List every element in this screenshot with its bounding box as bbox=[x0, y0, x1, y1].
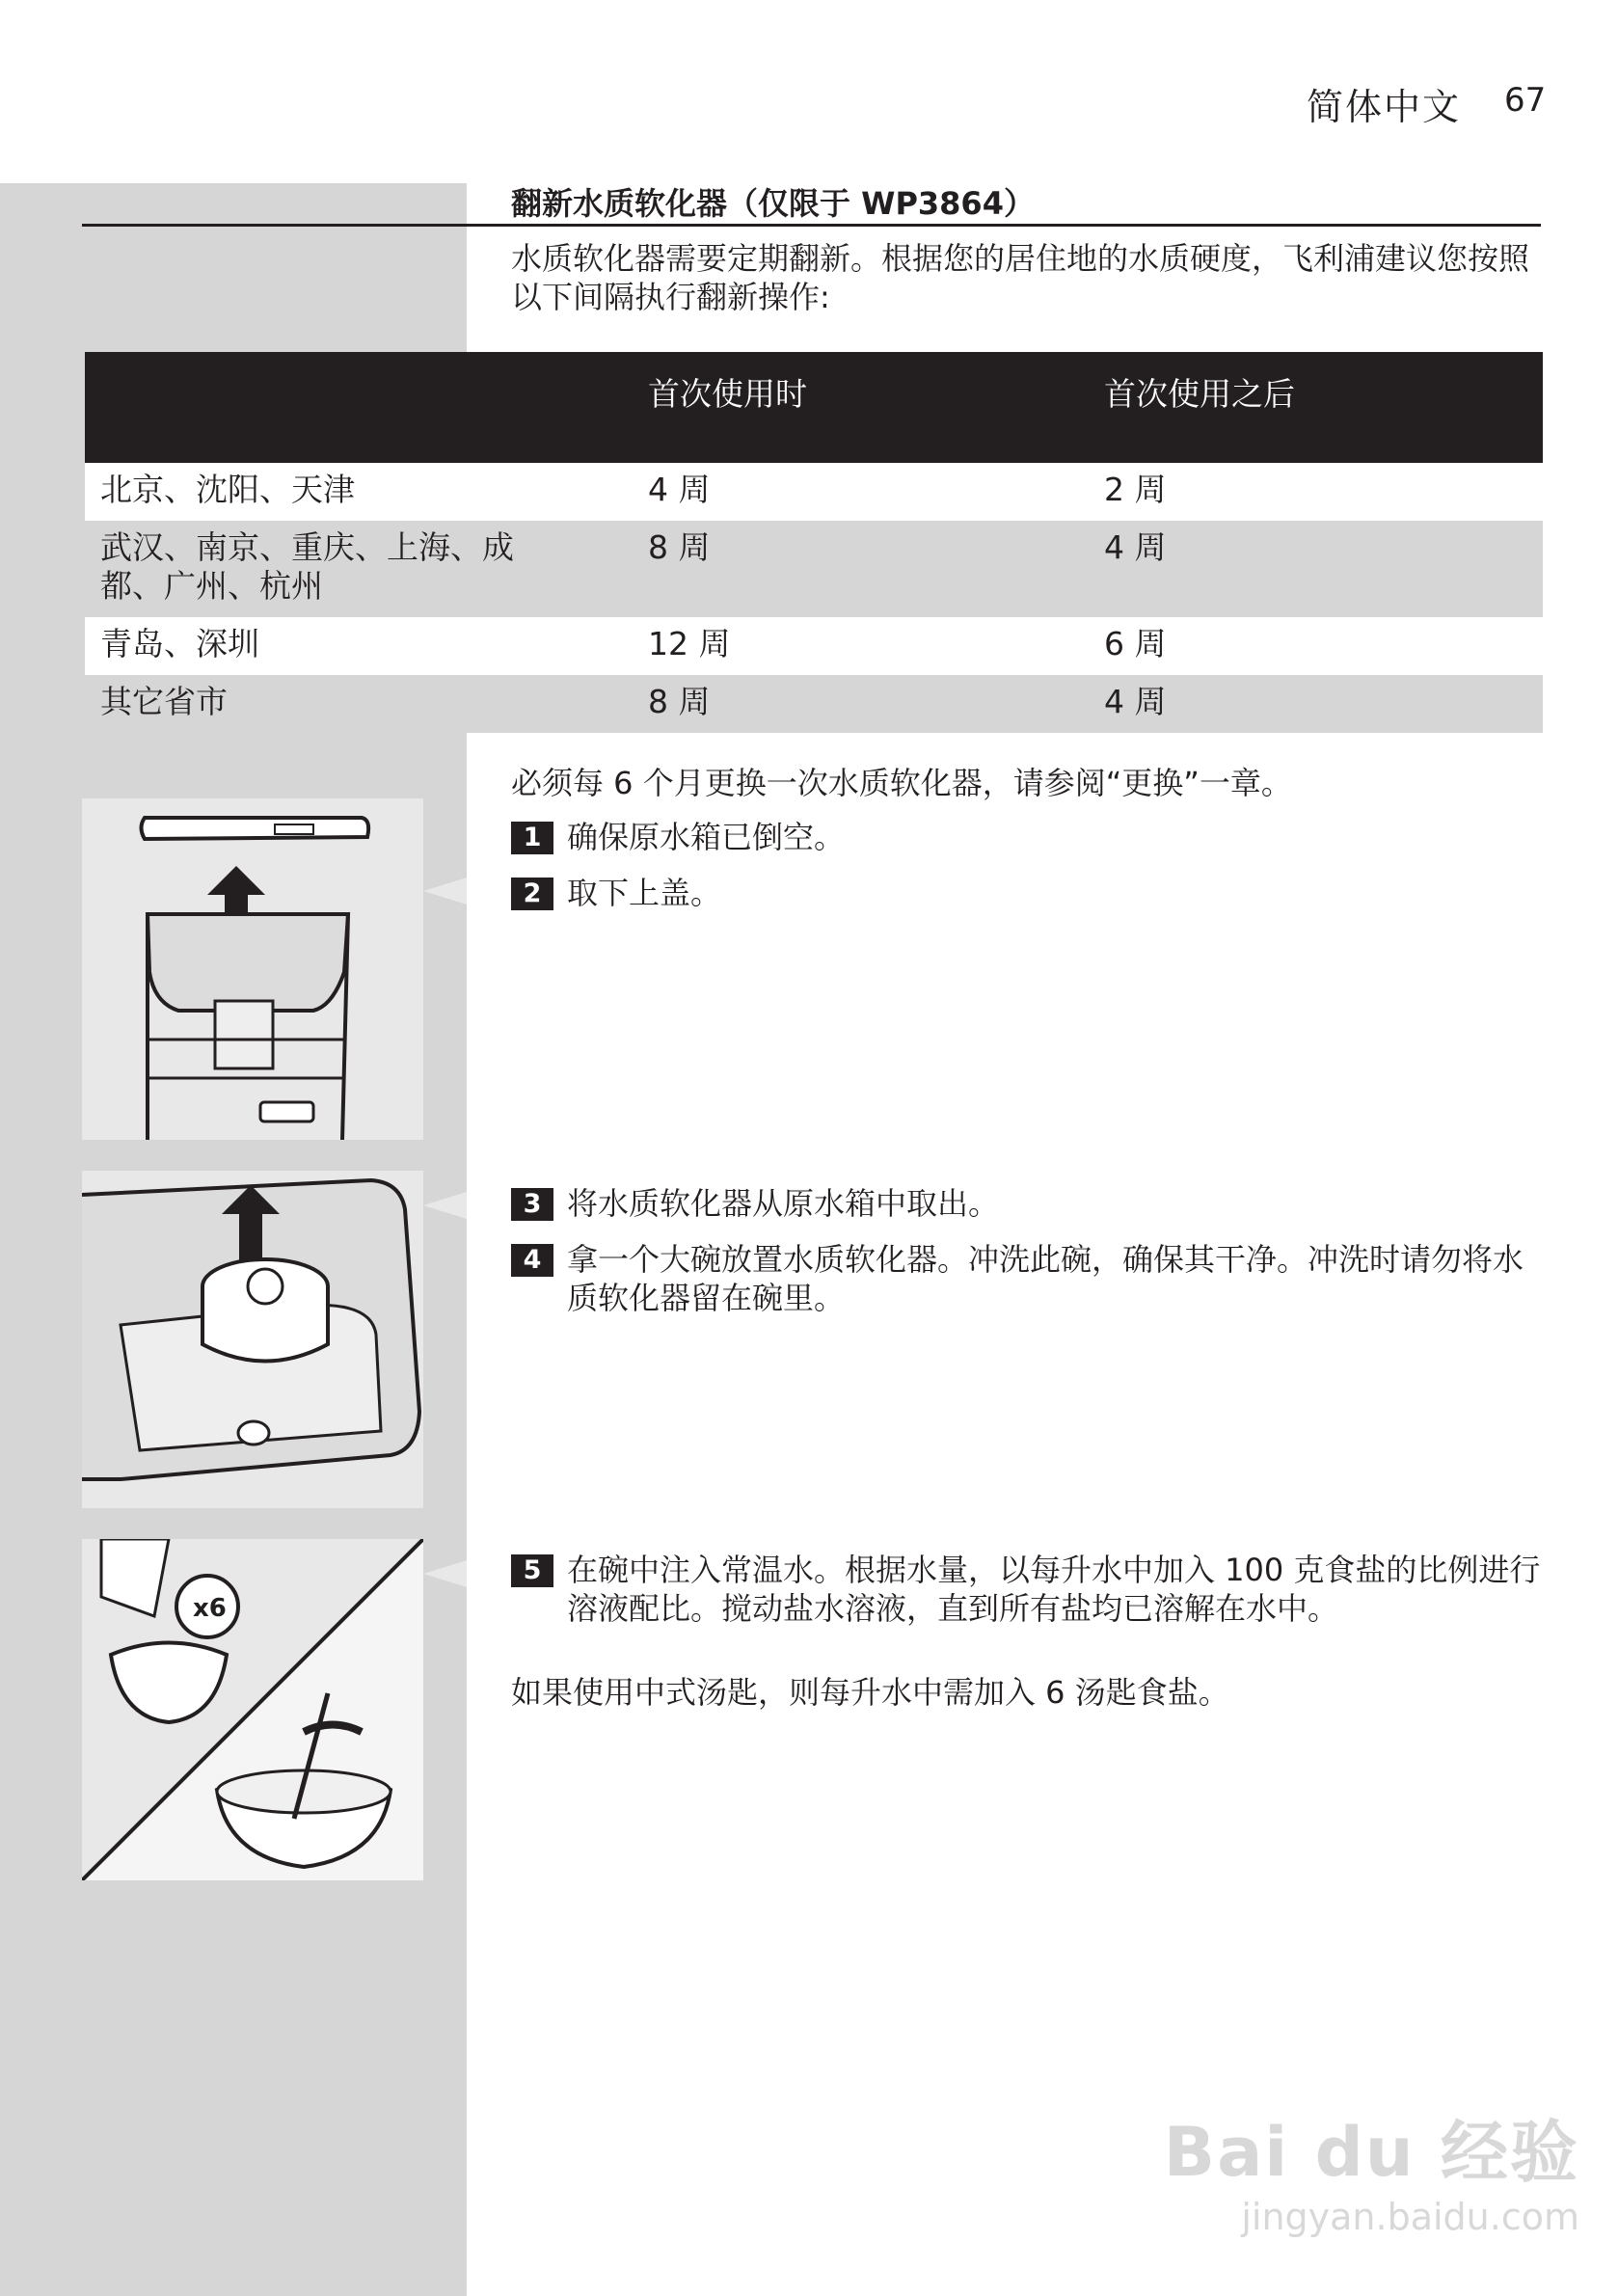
cell-after-first-use: 4 周 bbox=[1104, 683, 1167, 720]
tablespoon-note: 如果使用中式汤匙，则每升水中需加入 6 汤匙食盐。 bbox=[511, 1674, 1229, 1711]
language-label: 简体中文 bbox=[1307, 86, 1462, 128]
section-title: 翻新水质软化器（仅限于 WP3864） bbox=[511, 185, 1035, 222]
figure-pointer bbox=[423, 1560, 467, 1587]
table-row bbox=[85, 617, 1543, 675]
figure-pointer bbox=[423, 1192, 467, 1219]
step-number: 3 bbox=[511, 1188, 553, 1221]
step-1 bbox=[511, 818, 1543, 856]
figure-mix-salt-water bbox=[82, 1539, 423, 1880]
cell-first-use: 8 周 bbox=[648, 528, 711, 566]
step-text: 将水质软化器从原水箱中取出。 bbox=[567, 1185, 1000, 1222]
watermark-url: jingyan.baidu.com bbox=[1241, 2196, 1579, 2238]
figure-remove-lid bbox=[82, 798, 423, 1140]
cell-first-use: 4 周 bbox=[648, 471, 711, 508]
table-row bbox=[85, 675, 1543, 733]
cell-after-first-use: 6 周 bbox=[1104, 625, 1167, 662]
cell-after-first-use: 2 周 bbox=[1104, 471, 1167, 508]
header-first-use: 首次使用时 bbox=[648, 375, 807, 413]
step-number: 2 bbox=[511, 878, 553, 910]
step-5 bbox=[511, 1551, 1543, 1628]
step-number: 1 bbox=[511, 822, 553, 854]
renewal-interval-table bbox=[85, 352, 1543, 733]
multiplier-label: x6 bbox=[193, 1594, 227, 1623]
figure-remove-softener bbox=[82, 1171, 423, 1508]
cell-city: 北京、沈阳、天津 bbox=[100, 471, 355, 508]
table-header bbox=[85, 352, 1543, 463]
replacement-note: 必须每 6 个月更换一次水质软化器，请参阅“更换”一章。 bbox=[511, 765, 1292, 801]
step-number: 5 bbox=[511, 1554, 553, 1587]
table-row bbox=[85, 463, 1543, 521]
step-text: 拿一个大碗放置水质软化器。冲洗此碗，确保其干净。冲洗时请勿将水质软化器留在碗里。 bbox=[567, 1241, 1524, 1316]
page-number: 67 bbox=[1504, 81, 1547, 120]
cell-city: 青岛、深圳 bbox=[100, 625, 259, 662]
table-row bbox=[85, 521, 1543, 617]
baidu-watermark bbox=[1164, 2098, 1579, 2238]
watermark-logo: Bai du 经验 bbox=[1163, 2113, 1579, 2192]
cell-city: 其它省市 bbox=[100, 683, 228, 720]
cell-first-use: 8 周 bbox=[648, 683, 711, 720]
cell-first-use: 12 周 bbox=[648, 625, 731, 662]
step-text: 确保原水箱已倒空。 bbox=[567, 819, 846, 855]
step-number: 4 bbox=[511, 1244, 553, 1277]
header-after-first-use: 首次使用之后 bbox=[1104, 375, 1295, 413]
step-text: 取下上盖。 bbox=[567, 875, 722, 911]
step-3 bbox=[511, 1184, 1543, 1223]
figure-pointer bbox=[423, 878, 467, 905]
step-4 bbox=[511, 1240, 1543, 1317]
title-rule bbox=[82, 224, 1541, 227]
cell-city: 武汉、南京、重庆、上海、成都、广州、杭州 bbox=[100, 528, 514, 605]
step-text: 在碗中注入常温水。根据水量，以每升水中加入 100 克食盐的比例进行溶液配比。搅动盐水溶液，直到所有盐均已溶解在水中。 bbox=[567, 1552, 1541, 1627]
step-2 bbox=[511, 874, 1543, 912]
intro-paragraph: 水质软化器需要定期翻新。根据您的居住地的水质硬度，飞利浦建议您按照以下间隔执行翻新操作: bbox=[511, 240, 1530, 315]
cell-after-first-use: 4 周 bbox=[1104, 528, 1167, 566]
